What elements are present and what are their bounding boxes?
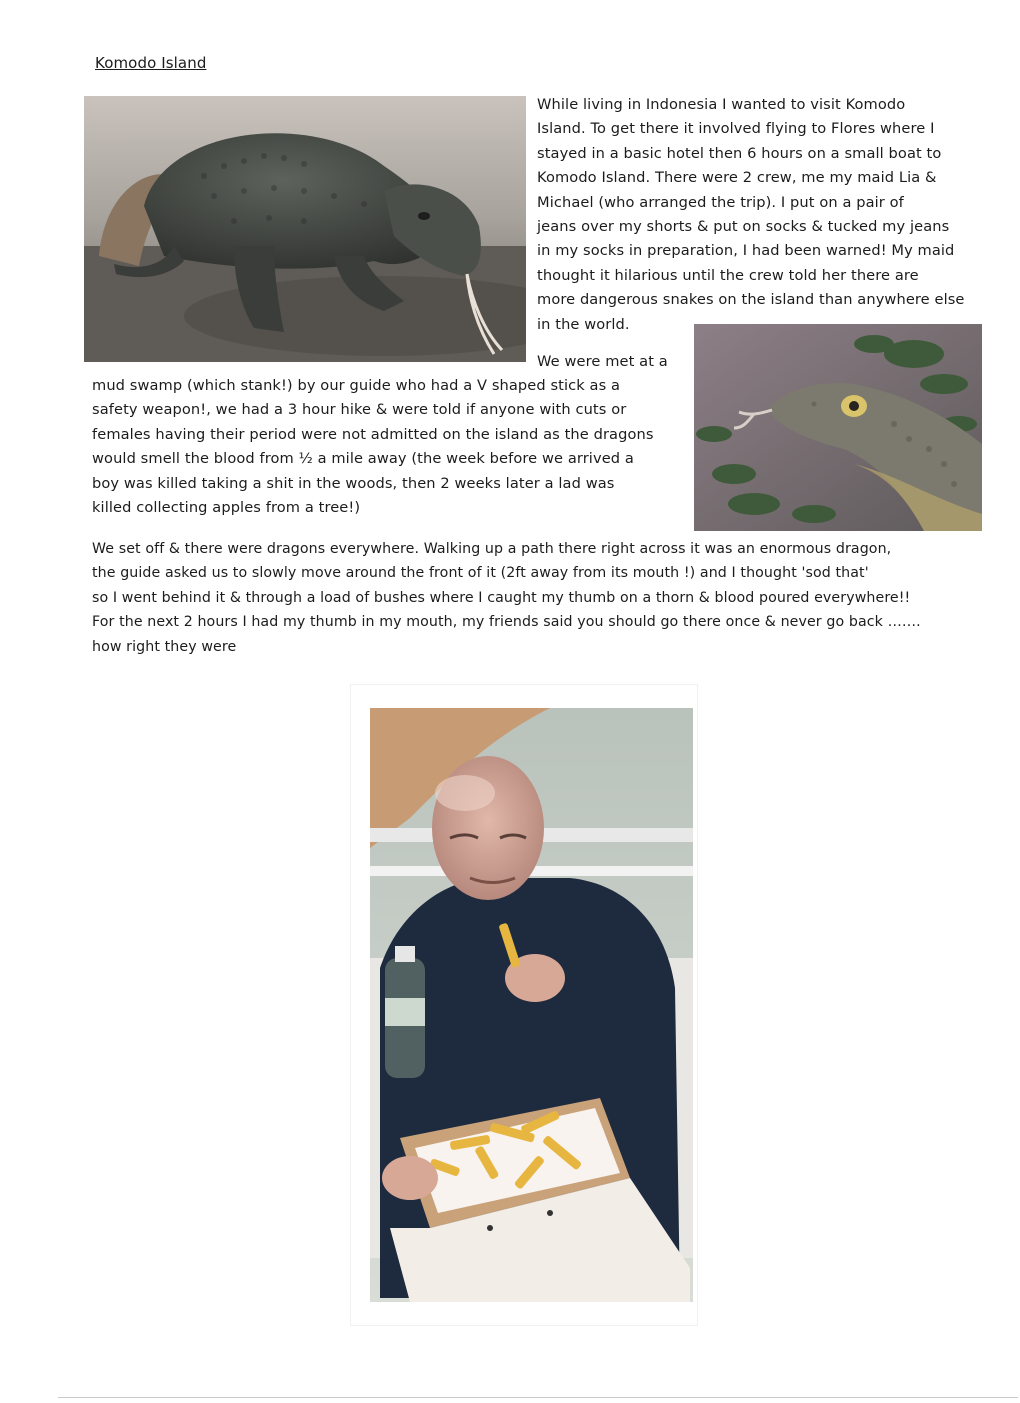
text-line: females having their period were not admitted on the island as the dragons: [92, 425, 654, 443]
text-line: killed collecting apples from a tree!): [92, 499, 361, 517]
text-line: Island. To get there it involved flying to Flores where I: [537, 120, 935, 138]
text-line: While living in Indonesia I wanted to visit Komodo: [537, 96, 906, 113]
page-title: Komodo Island: [95, 54, 207, 72]
man-eating-chips-photo: [370, 708, 693, 1302]
text-line: more dangerous snakes on the island than anywhere else: [537, 291, 965, 309]
komodo-dragon-walking-photo: [84, 96, 526, 362]
text-line: mud swamp (which stank!) by our guide who had a V shaped stick as a: [92, 377, 621, 394]
paragraph-intro: [537, 93, 965, 337]
text-line: in my socks in preparation, I had been warned! My maid: [537, 242, 955, 260]
text-line: in the world.: [537, 315, 630, 333]
text-line: Komodo Island. There were 2 crew, me my maid Lia &: [537, 169, 937, 187]
text-line: safety weapon!, we had a 3 hour hike & were told if anyone with cuts or: [92, 401, 627, 419]
page-bottom-edge: [58, 1397, 1018, 1398]
text-line: the guide asked us to slowly move around the front of it (2ft away from its mouth !) and I thought 'sod that': [92, 565, 869, 582]
text-line: We were met at a: [537, 353, 668, 370]
paragraph-swamp: [92, 374, 654, 520]
text-line: For the next 2 hours I had my thumb in my mouth, my friends said you should go there once & never go back …….: [92, 614, 921, 631]
text-line: jeans over my shorts & put on socks & tucked my jeans: [537, 218, 950, 236]
paragraph-swamp-first-line: [537, 350, 668, 374]
text-line: how right they were: [92, 638, 237, 655]
text-line: Michael (who arranged the trip). I put on a pair of: [537, 193, 904, 211]
text-line: We set off & there were dragons everywhere. Walking up a path there right across it was an enormous dragon,: [92, 541, 892, 557]
paragraph-hike: [92, 537, 921, 659]
text-line: stayed in a basic hotel then 6 hours on a small boat to: [537, 144, 942, 162]
komodo-dragon-head-photo: [694, 324, 982, 531]
text-line: thought it hilarious until the crew told her there are: [537, 266, 919, 284]
text-line: so I went behind it & through a load of bushes where I caught my thumb on a thorn & blood poured everywhere!!: [92, 589, 911, 606]
text-line: would smell the blood from ½ a mile away (the week before we arrived a: [92, 450, 634, 468]
text-line: boy was killed taking a shit in the woods, then 2 weeks later a lad was: [92, 474, 615, 492]
